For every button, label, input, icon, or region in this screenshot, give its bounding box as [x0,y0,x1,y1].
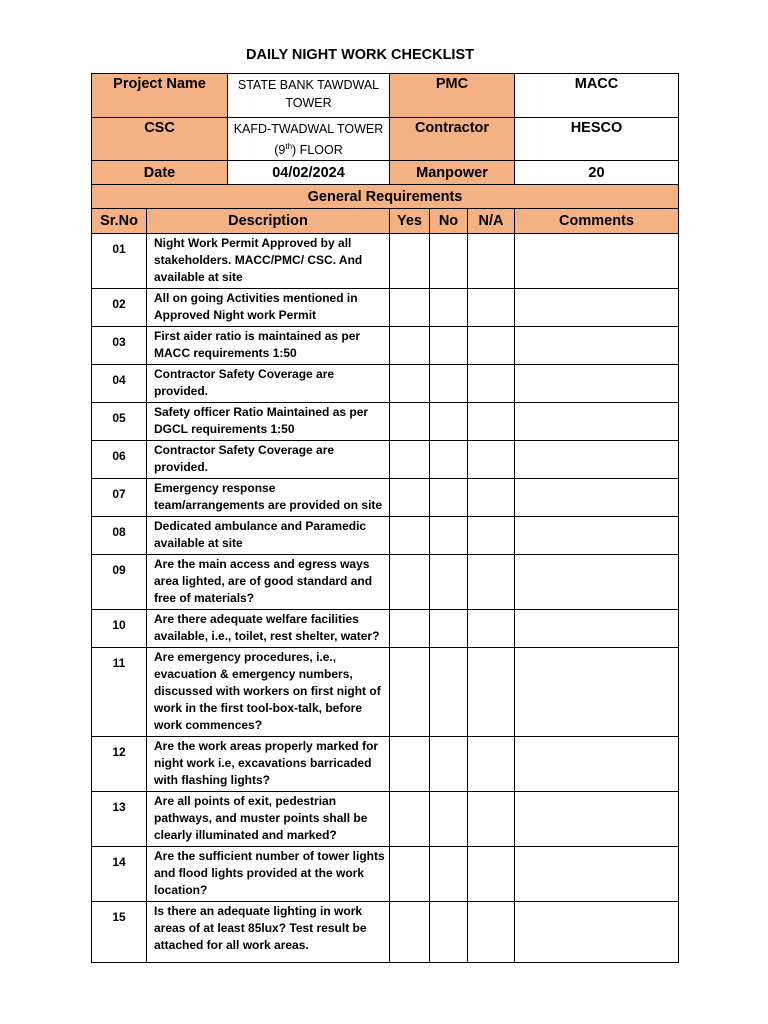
table-row [92,403,679,441]
column-header-row [92,209,679,234]
row-srno: 06 [92,441,147,479]
document-title: DAILY NIGHT WORK CHECKLIST [246,47,474,63]
date-label: Date [92,161,228,185]
row-srno: 12 [92,737,147,792]
row-no-cell[interactable] [430,737,468,792]
row-comments-cell[interactable] [515,365,679,403]
project-info-row [92,74,679,118]
row-na-cell[interactable] [468,610,515,648]
row-no-cell[interactable] [430,289,468,327]
row-yes-cell[interactable] [390,902,430,963]
row-yes-cell[interactable] [390,403,430,441]
contractor-value: HESCO [515,118,679,161]
row-description: Night Work Permit Approved by all stakeholders. MACC/PMC/ CSC. And available at site [147,234,390,289]
row-no-cell[interactable] [430,555,468,610]
row-srno: 15 [92,902,147,963]
table-row [92,648,679,737]
table-row [92,234,679,289]
row-no-cell[interactable] [430,610,468,648]
col-no-header: No [430,209,468,234]
row-yes-cell[interactable] [390,517,430,555]
table-row [92,847,679,902]
row-description: Dedicated ambulance and Paramedic available at site [147,517,390,555]
row-description: First aider ratio is maintained as per MACC requirements 1:50 [147,327,390,365]
row-na-cell[interactable] [468,441,515,479]
row-description: Safety officer Ratio Maintained as per DGCL requirements 1:50 [147,403,390,441]
row-no-cell[interactable] [430,847,468,902]
row-comments-cell[interactable] [515,555,679,610]
row-na-cell[interactable] [468,234,515,289]
row-no-cell[interactable] [430,479,468,517]
table-row [92,555,679,610]
row-na-cell[interactable] [468,517,515,555]
date-info-row [92,161,679,185]
row-yes-cell[interactable] [390,365,430,403]
row-yes-cell[interactable] [390,847,430,902]
project-name-value: STATE BANK TAWDWAL TOWER [228,74,390,118]
row-na-cell[interactable] [468,479,515,517]
row-description: Is there an adequate lighting in work areas of at least 85lux? Test result be attached for all work areas. [147,902,390,963]
table-row [92,327,679,365]
table-row [92,737,679,792]
row-yes-cell[interactable] [390,289,430,327]
row-description: Emergency response team/arrangements are provided on site [147,479,390,517]
row-description: Are there adequate welfare facilities available, i.e., toilet, rest shelter, water? [147,610,390,648]
row-comments-cell[interactable] [515,479,679,517]
col-yes-header: Yes [390,209,430,234]
pmc-label: PMC [390,74,515,118]
row-srno: 03 [92,327,147,365]
row-no-cell[interactable] [430,517,468,555]
table-row [92,610,679,648]
row-yes-cell[interactable] [390,792,430,847]
row-srno: 07 [92,479,147,517]
row-description: Contractor Safety Coverage are provided. [147,365,390,403]
row-comments-cell[interactable] [515,441,679,479]
row-srno: 08 [92,517,147,555]
row-no-cell[interactable] [430,234,468,289]
section-title: General Requirements [92,185,679,209]
row-no-cell[interactable] [430,648,468,737]
col-srno-header: Sr.No [92,209,147,234]
row-no-cell[interactable] [430,792,468,847]
row-no-cell[interactable] [430,902,468,963]
row-na-cell[interactable] [468,847,515,902]
row-na-cell[interactable] [468,403,515,441]
row-srno: 01 [92,234,147,289]
row-description: Contractor Safety Coverage are provided. [147,441,390,479]
row-srno: 11 [92,648,147,737]
row-na-cell[interactable] [468,737,515,792]
row-comments-cell[interactable] [515,234,679,289]
row-yes-cell[interactable] [390,648,430,737]
row-comments-cell[interactable] [515,289,679,327]
csc-label: CSC [92,118,228,161]
row-description: Are the main access and egress ways area lighted, are of good standard and free of materials? [147,555,390,610]
contract-info-row [92,118,679,161]
csc-value-main: KAFD-TWADWAL TOWER (9 [233,122,384,158]
row-srno: 14 [92,847,147,902]
manpower-value: 20 [515,161,679,185]
row-srno: 13 [92,792,147,847]
row-na-cell[interactable] [468,648,515,737]
row-yes-cell[interactable] [390,737,430,792]
col-description-header: Description [147,209,390,234]
table-row [92,902,679,963]
csc-value-suffix: ) FLOOR [292,143,343,158]
row-comments-cell[interactable] [515,792,679,847]
row-no-cell[interactable] [430,441,468,479]
row-yes-cell[interactable] [390,234,430,289]
row-comments-cell[interactable] [515,847,679,902]
table-row [92,289,679,327]
row-yes-cell[interactable] [390,610,430,648]
row-no-cell[interactable] [430,403,468,441]
date-value: 04/02/2024 [228,161,390,185]
row-srno: 05 [92,403,147,441]
row-na-cell[interactable] [468,902,515,963]
project-name-label: Project Name [92,74,228,118]
row-no-cell[interactable] [430,365,468,403]
pmc-value: MACC [515,74,679,118]
row-yes-cell[interactable] [390,479,430,517]
row-description: All on going Activities mentioned in Approved Night work Permit [147,289,390,327]
table-row [92,441,679,479]
row-yes-cell[interactable] [390,555,430,610]
csc-value-superscript: th [285,142,293,151]
row-srno: 02 [92,289,147,327]
row-comments-cell[interactable] [515,327,679,365]
row-na-cell[interactable] [468,792,515,847]
section-row [92,185,679,209]
row-description: Are emergency procedures, i.e., evacuation & emergency numbers, discussed with workers on first night of work in the first tool-box-talk, before work commences? [147,648,390,737]
row-comments-cell[interactable] [515,648,679,737]
row-description: Are the sufficient number of tower lights and flood lights provided at the work location? [147,847,390,902]
checklist-table [91,73,679,963]
table-row [92,365,679,403]
table-row [92,792,679,847]
contractor-label: Contractor [390,118,515,161]
row-srno: 09 [92,555,147,610]
row-description: Are all points of exit, pedestrian pathways, and muster points shall be clearly illuminated and marked? [147,792,390,847]
row-srno: 10 [92,610,147,648]
row-na-cell[interactable] [468,327,515,365]
col-na-header: N/A [468,209,515,234]
row-comments-cell[interactable] [515,517,679,555]
row-comments-cell[interactable] [515,610,679,648]
row-no-cell[interactable] [430,327,468,365]
table-row [92,479,679,517]
row-na-cell[interactable] [468,289,515,327]
row-na-cell[interactable] [468,365,515,403]
row-comments-cell[interactable] [515,403,679,441]
row-srno: 04 [92,365,147,403]
row-comments-cell[interactable] [515,902,679,963]
row-description: Are the work areas properly marked for night work i.e, excavations barricaded with flashing lights? [147,737,390,792]
manpower-label: Manpower [390,161,515,185]
table-row [92,517,679,555]
row-yes-cell[interactable] [390,441,430,479]
row-yes-cell[interactable] [390,327,430,365]
col-comments-header: Comments [515,209,679,234]
csc-value [228,118,390,161]
row-na-cell[interactable] [468,555,515,610]
row-comments-cell[interactable] [515,737,679,792]
